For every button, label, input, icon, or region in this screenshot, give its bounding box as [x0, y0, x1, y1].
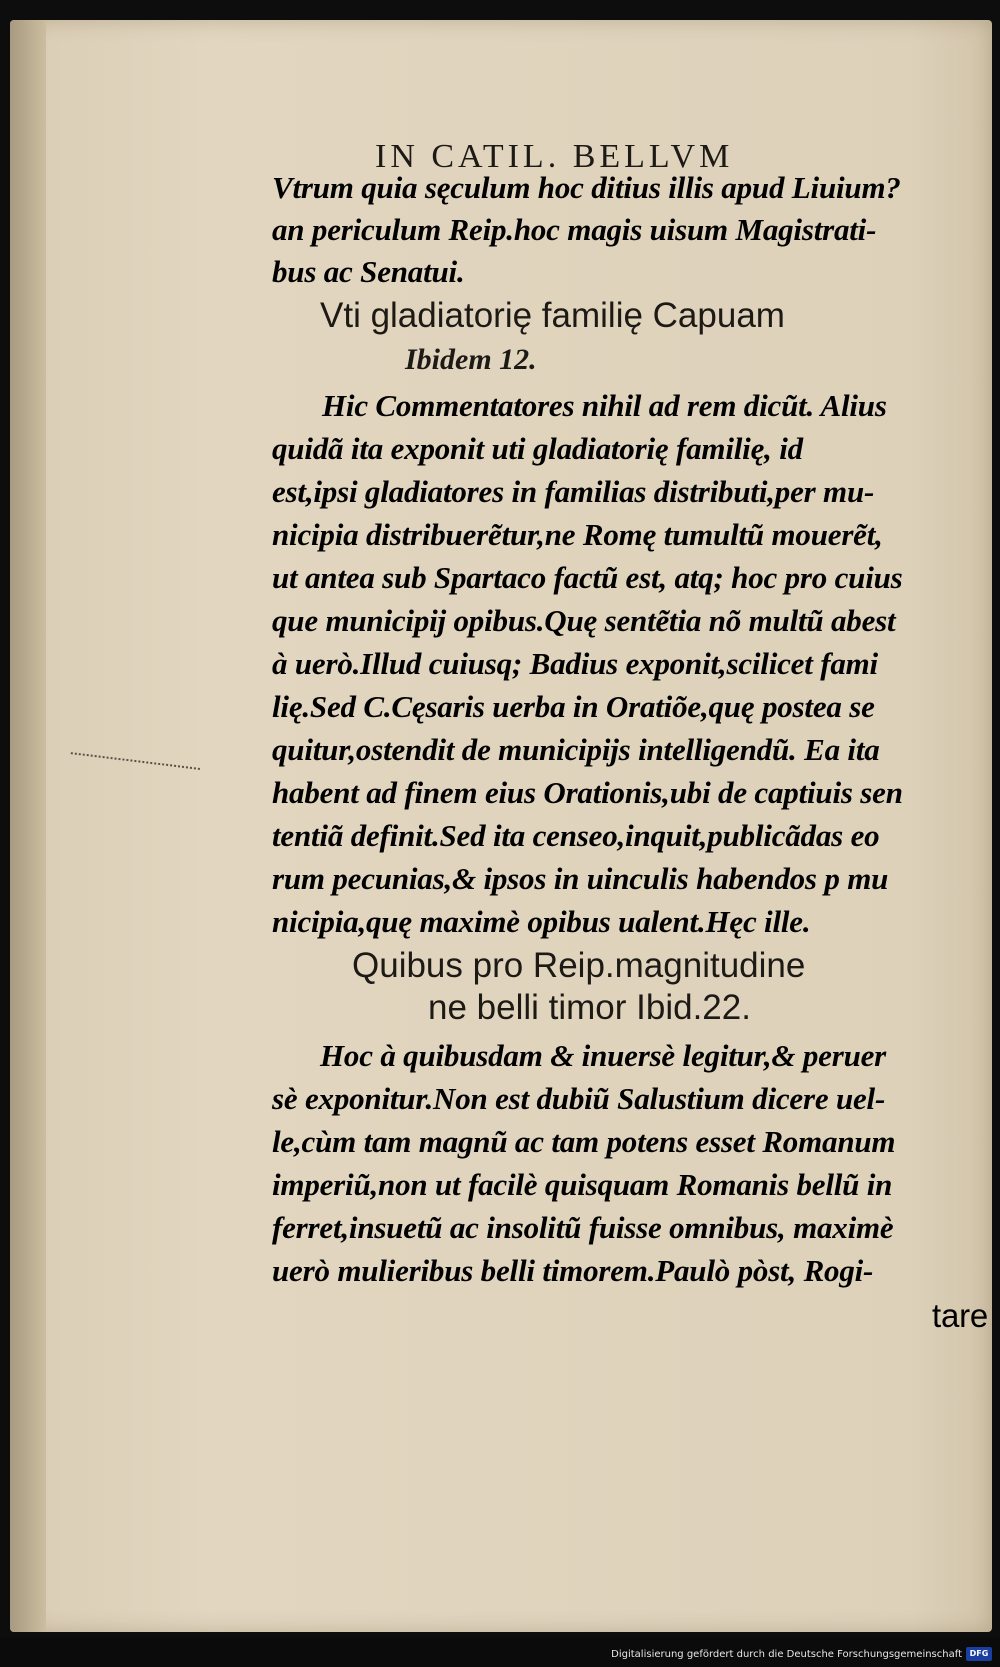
text-line: ferret,insuetũ ac insolitũ fuisse omnibus, maximè	[272, 1210, 894, 1245]
text-line: uerò mulieribus belli timorem.Paulò pòst, Rogi-	[272, 1253, 874, 1288]
catchword: tare	[932, 1297, 989, 1334]
text-line: lię.Sed C.Cęsaris uerba in Oratiõe,quę postea se	[272, 689, 875, 724]
text-line: habent ad finem eius Orationis,ubi de captiuis sen	[272, 775, 903, 810]
text-line: que municipij opibus.Quę sentẽtia nõ multũ abest	[272, 603, 896, 638]
page-gutter	[10, 20, 46, 1632]
section-heading: Quibus pro Reip.magnitudine	[352, 946, 806, 985]
text-line: nicipia distribuerẽtur,ne Romę tumultũ mouerẽt,	[272, 517, 883, 552]
section-heading-ref: Ibidem 12.	[405, 343, 537, 376]
text-line: Hic Commentatores nihil ad rem dicũt. Alius	[322, 388, 887, 423]
text-line: imperiũ,non ut facilè quisquam Romanis bellũ in	[272, 1167, 893, 1202]
margin-mark	[70, 752, 200, 776]
text-line: ut antea sub Spartaco factũ est, atq; hoc pro cuius	[272, 560, 903, 595]
footer-credit: Digitalisierung gefördert durch die Deutsche Forschungsgemeinschaft	[611, 1649, 962, 1660]
text-line: bus ac Senatui.	[272, 254, 465, 289]
text-line: quitur,ostendit de municipijs intelligendũ. Ea ita	[272, 732, 880, 767]
section-heading: Vti gladiatorię familię Capuam	[320, 296, 785, 335]
text-line: quidã ita exponit uti gladiatorię familię, id	[272, 431, 803, 466]
text-line: à uerò.Illud cuiusq; Badius exponit,scilicet fami	[272, 646, 878, 681]
footer-bar	[0, 1637, 1000, 1667]
text-line: nicipia,quę maximè opibus ualent.Hęc ille.	[272, 904, 811, 939]
text-line: rum pecunias,& ipsos in uinculis habendos p mu	[272, 861, 889, 896]
section-heading-ref: ne belli timor Ibid.22.	[428, 988, 751, 1027]
text-line: tentiã definit.Sed ita censeo,inquit,publicãdas eo	[272, 818, 880, 853]
text-line: le,cùm tam magnũ ac tam potens esset Romanum	[272, 1124, 896, 1159]
text-line: Vtrum quia sęculum hoc ditius illis apud Liuium?	[272, 170, 901, 205]
running-head: IN CATIL. BELLVM	[375, 138, 734, 175]
text-line: an periculum Reip.hoc magis uisum Magistrati-	[272, 212, 877, 247]
dfg-logo: DFG	[966, 1647, 992, 1661]
book-page	[10, 20, 992, 1632]
text-line: sè exponitur.Non est dubiũ Salustium dicere uel-	[272, 1081, 886, 1116]
text-line: est,ipsi gladiatores in familias distributi,per mu-	[272, 474, 875, 509]
text-line: Hoc à quibusdam & inuersè legitur,& peruer	[320, 1038, 887, 1073]
